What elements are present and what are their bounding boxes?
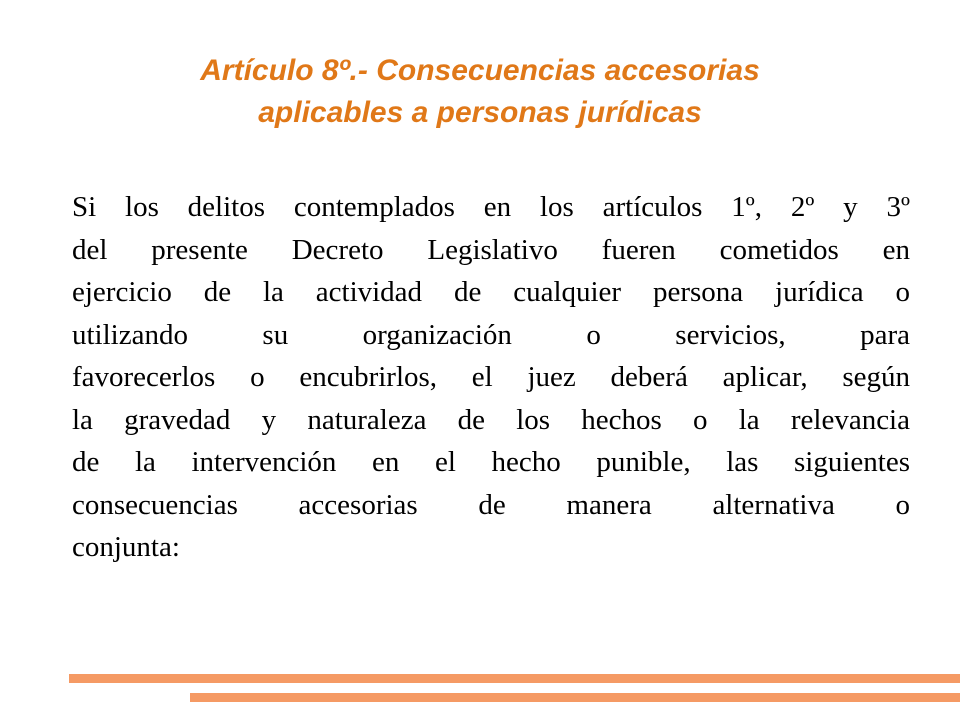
title-line: aplicables a personas jurídicas [258, 96, 702, 129]
body-line: utilizando su organización o servicios, para [72, 318, 910, 351]
body-line: consecuencias accesorias de manera alternativa o [72, 488, 910, 521]
body-line: favorecerlos o encubrirlos, el juez deberá aplicar, según [72, 361, 910, 393]
slide-title [60, 50, 900, 134]
body-line: Si los delitos contemplados en los artículos 1º, 2º y 3º [72, 191, 910, 223]
body-line: ejercicio de la actividad de cualquier persona jurídica o [72, 276, 910, 308]
accent-bar-top [69, 674, 960, 683]
article-body [72, 186, 910, 569]
body-line: conjunta: [72, 531, 180, 563]
title-line: Artículo 8º.- Consecuencias accesorias [200, 54, 760, 87]
accent-bar-bottom [190, 693, 960, 702]
body-line: la gravedad y naturaleza de los hechos o la relevancia [72, 403, 910, 436]
body-line: de la intervención en el hecho punible, las siguientes [72, 446, 910, 478]
body-line: del presente Decreto Legislativo fueren cometidos en [72, 233, 910, 266]
